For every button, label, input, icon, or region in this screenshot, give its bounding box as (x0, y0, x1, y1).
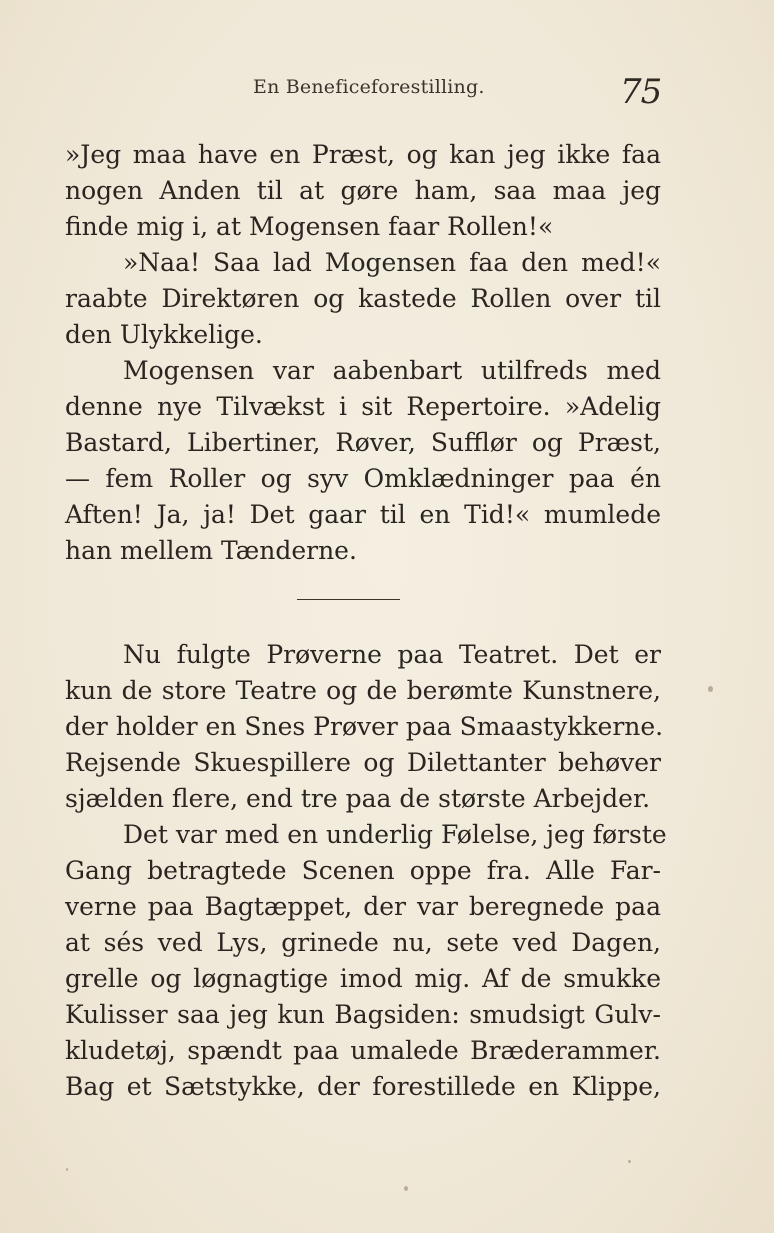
text-line: raabte Direktøren og kastede Rollen over til (65, 284, 661, 313)
text-line: sjælden flere, end tre paa de største Arbejder. (65, 784, 651, 813)
text-line: Aften! Ja, ja! Det gaar til en Tid!« mumlede (65, 500, 661, 529)
text-line: kludetøj, spændt paa umalede Bræderammer. (65, 1036, 661, 1065)
text-line: grelle og løgnagtige imod mig. Af de smukke (65, 964, 661, 993)
text-line: nogen Anden til at gøre ham, saa maa jeg (65, 176, 661, 205)
page-number: 75 (620, 72, 662, 112)
text-line: Rejsende Skuespillere og Dilettanter behøver (65, 748, 661, 777)
text-line: verne paa Bagtæppet, der var beregnede paa (65, 892, 661, 921)
text-line: »Jeg maa have en Præst, og kan jeg ikke faa (65, 140, 661, 169)
text-line: han mellem Tænderne. (65, 536, 357, 565)
text-line: den Ulykkelige. (65, 320, 263, 349)
paper-speck (628, 1160, 631, 1163)
text-line: Bastard, Libertiner, Røver, Sufflør og Præst, (65, 428, 661, 457)
section-divider (297, 599, 400, 600)
text-line: der holder en Snes Prøver paa Smaastykkerne. (65, 712, 664, 741)
text-line: Kulisser saa jeg kun Bagsiden: smudsigt Gulv- (65, 1000, 661, 1029)
text-line: kun de store Teatre og de berømte Kunstnere, (65, 676, 661, 705)
text-line: Mogensen var aabenbart utilfreds med (123, 356, 661, 385)
text-line: Gang betragtede Scenen oppe fra. Alle Far- (65, 856, 661, 885)
text-line: »Naa! Saa lad Mogensen faa den med!« (123, 248, 661, 277)
paper-speck (404, 1186, 408, 1191)
text-line: Nu fulgte Prøverne paa Teatret. Det er (123, 640, 661, 669)
text-line: Det var med en underlig Følelse, jeg første (123, 820, 667, 849)
paper-speck (708, 686, 713, 692)
text-line: — fem Roller og syv Omklædninger paa én (65, 464, 661, 493)
text-line: finde mig i, at Mogensen faar Rollen!« (65, 212, 554, 241)
text-line: at sés ved Lys, grinede nu, sete ved Dagen, (65, 928, 661, 957)
paper-speck (66, 1168, 68, 1171)
running-title: En Beneficeforestilling. (253, 76, 485, 98)
text-line: Bag et Sætstykke, der forestillede en Klippe, (65, 1072, 661, 1101)
text-line: denne nye Tilvækst i sit Repertoire. »Adelig (65, 392, 661, 421)
